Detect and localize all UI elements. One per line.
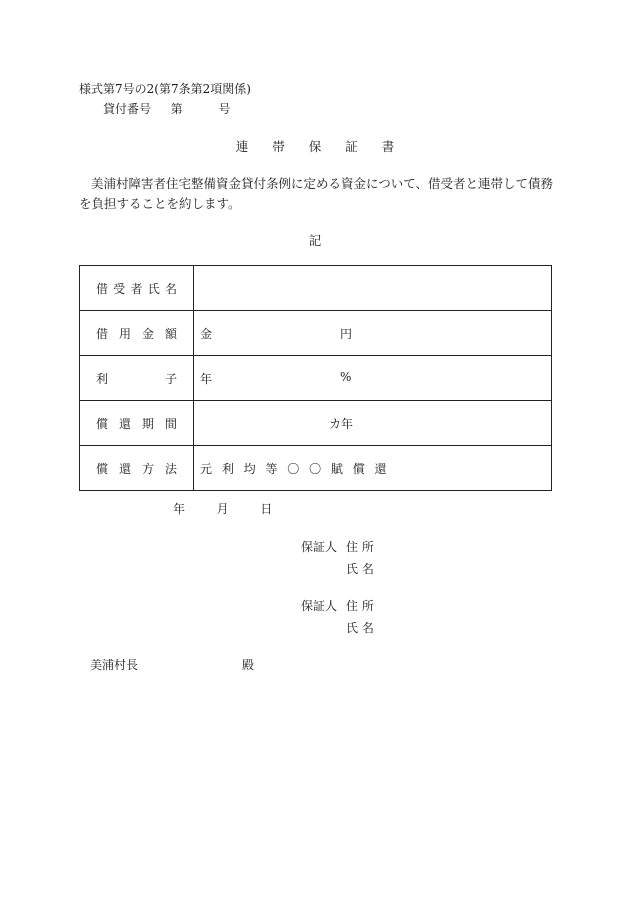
repayment-method-text: 元 利 均 等 〇 〇 賦 償 還: [200, 462, 388, 476]
repayment-period-unit: カ年: [329, 417, 354, 431]
date-day[interactable]: 日: [260, 502, 273, 516]
label-char: 還: [118, 416, 131, 431]
table-row: [80, 266, 552, 311]
guarantor-2-role: 保証人: [301, 599, 338, 613]
loan-amount-prefix: 金: [200, 327, 213, 341]
table-row: [80, 311, 552, 356]
label-char: 金: [141, 326, 154, 341]
label-char: 法: [164, 461, 177, 476]
repayment-period-field[interactable]: [194, 401, 552, 446]
guarantor-1-address-label[interactable]: 住 所: [346, 540, 374, 554]
row-label-loan-amount: [80, 311, 194, 356]
guarantor-1-name-label[interactable]: 氏 名: [346, 562, 374, 576]
label-char: 利: [96, 371, 109, 386]
repayment-method-field[interactable]: [194, 446, 552, 491]
interest-prefix: 年: [200, 372, 213, 386]
label-char: 借: [96, 326, 109, 341]
addressee-honorific: 殿: [242, 658, 255, 672]
addressee-mayor: 美浦村長: [90, 658, 139, 672]
table-row: [80, 446, 552, 491]
label-char: 償: [96, 461, 109, 476]
row-label-interest: [80, 356, 194, 401]
interest-unit: %: [340, 370, 352, 384]
loan-number-suffix: 号: [218, 102, 231, 116]
label-char: 用: [118, 326, 131, 341]
label-char: 受: [113, 281, 126, 296]
label-char: 借: [96, 281, 109, 296]
title-char: 証: [345, 139, 358, 154]
loan-amount-unit: 円: [340, 327, 353, 341]
borrower-name-field[interactable]: [194, 266, 552, 311]
loan-amount-field[interactable]: [194, 311, 552, 356]
table-row: [80, 401, 552, 446]
loan-number: [103, 100, 230, 117]
date-month[interactable]: 月: [216, 502, 229, 516]
label-char: 期: [141, 416, 154, 431]
label-char: 氏: [147, 281, 160, 296]
label-char: 者: [130, 281, 143, 296]
pledge-paragraph: 美浦村障害者住宅整備資金貸付条例に定める資金について、借受者と連帯して債務を負担することを約します。: [79, 176, 554, 211]
label-char: 方: [141, 461, 154, 476]
label-char: 名: [164, 281, 177, 296]
label-char: 額: [164, 326, 177, 341]
loan-number-label: 貸付番号: [103, 102, 152, 116]
loan-number-prefix: 第: [170, 102, 183, 116]
label-char: 償: [96, 416, 109, 431]
guarantor-2-name-label[interactable]: 氏 名: [346, 621, 374, 635]
date-line: [173, 500, 272, 517]
interest-field[interactable]: [194, 356, 552, 401]
title-char: 連: [235, 139, 249, 154]
guarantee-table: [79, 265, 552, 491]
row-label-repayment-method: [80, 446, 194, 491]
title-char: 書: [381, 139, 395, 154]
row-label-borrower-name: [80, 266, 194, 311]
row-label-repayment-period: [80, 401, 194, 446]
form-number: 様式第7号の2(第7条第2項関係): [79, 82, 251, 96]
title-char: 保: [308, 139, 322, 154]
table-row: [80, 356, 552, 401]
label-char: 間: [164, 416, 177, 431]
ki-heading: 記: [308, 233, 322, 248]
document-title: [0, 137, 630, 155]
guarantor-2-address-label[interactable]: 住 所: [346, 599, 374, 613]
title-char: 帯: [272, 139, 285, 154]
label-char: 子: [164, 371, 177, 386]
label-char: 還: [118, 461, 131, 476]
date-year[interactable]: 年: [173, 502, 186, 516]
guarantor-1-role: 保証人: [301, 540, 338, 554]
